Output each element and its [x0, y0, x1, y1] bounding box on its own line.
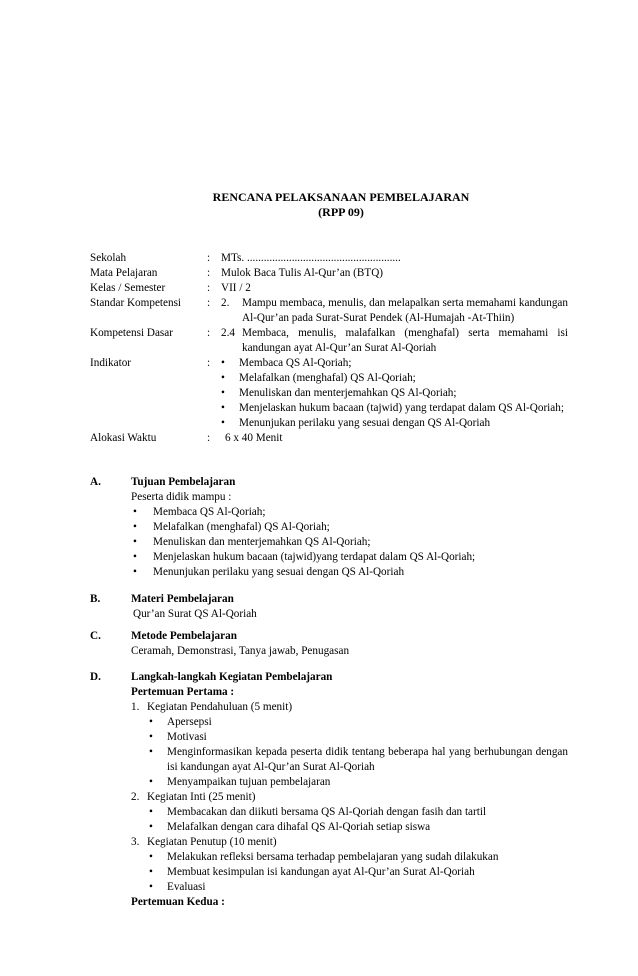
- bullet-icon: •: [133, 506, 137, 518]
- info-row-sekolah: [90, 251, 568, 266]
- list-item-text: Menuliskan dan menterjemahkan QS Al-Qoriah;: [239, 387, 457, 399]
- bullet-icon: •: [133, 536, 137, 548]
- section-intro: Peserta didik mampu :: [131, 491, 232, 503]
- section-title: Metode Pembelajaran: [131, 630, 237, 642]
- info-row-kelas: [90, 281, 568, 296]
- step-title: Kegiatan Pendahuluan (5 menit): [147, 701, 293, 713]
- list-item-text: Evaluasi: [167, 881, 206, 893]
- list-item-text: Menjelaskan hukum bacaan (tajwid) yang terdapat dalam QS Al-Qoriah;: [239, 402, 564, 414]
- sk-number: 2.: [221, 297, 230, 309]
- bullet-icon: •: [133, 551, 137, 563]
- section-langkah: [90, 670, 568, 910]
- section-letter: D.: [90, 671, 101, 683]
- list-item: [131, 550, 568, 565]
- list-item: [147, 880, 568, 895]
- bullet-icon: •: [149, 716, 153, 728]
- info-label: Mata Pelajaran: [90, 267, 158, 279]
- bullet-icon: •: [133, 521, 137, 533]
- step-number: 3.: [131, 836, 140, 848]
- info-colon: :: [207, 297, 211, 309]
- tujuan-list: [131, 505, 568, 580]
- list-item-text: Menunjukan perilaku yang sesuai dengan QS Al-Qoriah: [239, 417, 491, 429]
- list-item: [147, 775, 568, 790]
- section-heading: [90, 670, 568, 685]
- list-item-text: Motivasi: [167, 731, 207, 743]
- list-item: [131, 565, 568, 580]
- bullet-icon: •: [221, 357, 225, 369]
- step-number: 2.: [131, 791, 140, 803]
- section-body: Ceramah, Demonstrasi, Tanya jawab, Penugasan: [131, 645, 350, 657]
- info-label: Indikator: [90, 357, 132, 369]
- kd-text: Membaca, menulis, malafalkan (menghafal) serta memahami isi kandungan ayat Al-Qur’an Surat Al-Qoriah: [242, 327, 568, 354]
- info-label: Sekolah: [90, 252, 127, 264]
- list-item: [147, 850, 568, 865]
- list-item: [221, 386, 568, 401]
- info-row-mapel: [90, 266, 568, 281]
- bullet-icon: •: [149, 806, 153, 818]
- info-row-alokasi: [90, 431, 568, 446]
- list-item-text: Membaca QS Al-Qoriah;: [239, 357, 352, 369]
- section-heading: [90, 475, 568, 490]
- list-item: [221, 401, 568, 416]
- list-item: [147, 805, 568, 820]
- section-metode: [90, 629, 568, 659]
- list-item-text: Melafalkan (menghafal) QS Al-Qoriah;: [239, 372, 416, 384]
- bullet-icon: •: [149, 731, 153, 743]
- section-letter: A.: [90, 476, 101, 488]
- step-heading: [131, 700, 568, 715]
- list-item-text: Apersepsi: [167, 716, 212, 728]
- section-letter: B.: [90, 593, 101, 605]
- bullet-icon: •: [133, 566, 137, 578]
- info-label: Kompetensi Dasar: [90, 327, 173, 339]
- bullet-icon: •: [221, 372, 225, 384]
- info-label: Kelas / Semester: [90, 282, 166, 294]
- step-list: [131, 805, 568, 835]
- info-colon: :: [207, 252, 211, 264]
- list-item-text: Melakukan refleksi bersama terhadap pembelajaran yang sudah dilakukan: [167, 851, 499, 863]
- list-item-text: Melafalkan dengan cara dihafal QS Al-Qoriah setiap siswa: [167, 821, 431, 833]
- indikator-list: [221, 356, 568, 431]
- sk-text: Mampu membaca, menulis, dan melapalkan serta memahami kandungan Al-Qur’an pada Surat-Surat Pendek (Al-Humajah -At-Thiin): [242, 297, 568, 324]
- list-item: [147, 745, 568, 775]
- list-item: [147, 715, 568, 730]
- info-colon: :: [207, 267, 211, 279]
- list-item: [131, 520, 568, 535]
- step-number: 1.: [131, 701, 140, 713]
- list-item: [221, 416, 568, 431]
- bullet-icon: •: [221, 387, 225, 399]
- section-title: Materi Pembelajaran: [131, 593, 234, 605]
- section-tujuan: [90, 475, 568, 580]
- section-title: Tujuan Pembelajaran: [131, 476, 236, 488]
- kd-number: 2.4: [221, 327, 235, 339]
- document-subtitle: (RPP 09): [318, 205, 364, 219]
- bullet-icon: •: [221, 417, 225, 429]
- bullet-icon: •: [149, 851, 153, 863]
- list-item-text: Membaca QS Al-Qoriah;: [153, 506, 266, 518]
- list-item-text: Membuat kesimpulan isi kandungan ayat Al-Qur’an Surat Al-Qoriah: [167, 866, 475, 878]
- section-heading: [90, 629, 568, 644]
- bullet-icon: •: [221, 402, 225, 414]
- document-title: RENCANA PELAKSANAAN PEMBELAJARAN: [212, 190, 470, 204]
- section-body: [90, 685, 568, 910]
- bullet-icon: •: [149, 821, 153, 833]
- info-value: [221, 326, 568, 356]
- list-item: [131, 535, 568, 550]
- step-title: Kegiatan Penutup (10 menit): [147, 836, 277, 848]
- info-label: Standar Kompetensi: [90, 297, 182, 309]
- list-item: [221, 356, 568, 371]
- list-item: [147, 820, 568, 835]
- info-colon: :: [207, 282, 211, 294]
- meeting-title: Pertemuan Pertama :: [131, 686, 235, 698]
- list-item-text: Menunjukan perilaku yang sesuai dengan QS Al-Qoriah: [153, 566, 405, 578]
- list-item-text: Menyampaikan tujuan pembelajaran: [167, 776, 331, 788]
- info-value: Mulok Baca Tulis Al-Qur’an (BTQ): [221, 267, 384, 279]
- list-item-text: Melafalkan (menghafal) QS Al-Qoriah;: [153, 521, 330, 533]
- info-value: 6 x 40 Menit: [225, 432, 283, 444]
- step-heading: [131, 835, 568, 850]
- info-colon: :: [207, 327, 211, 339]
- step-list: [131, 715, 568, 790]
- section-title: Langkah-langkah Kegiatan Pembelajaran: [131, 671, 333, 683]
- list-item: [147, 730, 568, 745]
- bullet-icon: •: [149, 866, 153, 878]
- info-row-sk: [90, 296, 568, 326]
- list-item: [221, 371, 568, 386]
- info-row-kd: [90, 326, 568, 356]
- step-list: [131, 850, 568, 895]
- list-item-text: Membacakan dan diikuti bersama QS Al-Qoriah dengan fasih dan tartil: [167, 806, 487, 818]
- list-item: [147, 865, 568, 880]
- list-item-text: Menginformasikan kepada peserta didik tentang beberapa hal yang berhubungan dengan isi kandungan ayat Al-Qur’an Surat Al-Qoriah: [167, 746, 568, 773]
- info-value: MTs. .......................................................: [221, 252, 401, 264]
- meeting-title: Pertemuan Kedua :: [131, 896, 225, 908]
- section-body: [90, 490, 568, 580]
- list-item: [131, 505, 568, 520]
- info-row-indikator: [90, 356, 568, 431]
- bullet-icon: •: [149, 776, 153, 788]
- step-title: Kegiatan Inti (25 menit): [147, 791, 256, 803]
- info-label: Alokasi Waktu: [90, 432, 157, 444]
- info-colon: :: [207, 357, 211, 369]
- section-letter: C.: [90, 630, 101, 642]
- info-table: [90, 251, 568, 446]
- list-item-text: Menjelaskan hukum bacaan (tajwid)yang terdapat dalam QS Al-Qoriah;: [153, 551, 476, 563]
- info-value: VII / 2: [221, 282, 251, 294]
- section-body: Qur’an Surat QS Al-Qoriah: [133, 608, 257, 620]
- bullet-icon: •: [149, 881, 153, 893]
- section-heading: [90, 592, 568, 607]
- info-value: [221, 296, 568, 326]
- section-materi: [90, 592, 568, 622]
- bullet-icon: •: [149, 746, 153, 758]
- step-heading: [131, 790, 568, 805]
- list-item-text: Menuliskan dan menterjemahkan QS Al-Qoriah;: [153, 536, 371, 548]
- info-colon: :: [207, 432, 211, 444]
